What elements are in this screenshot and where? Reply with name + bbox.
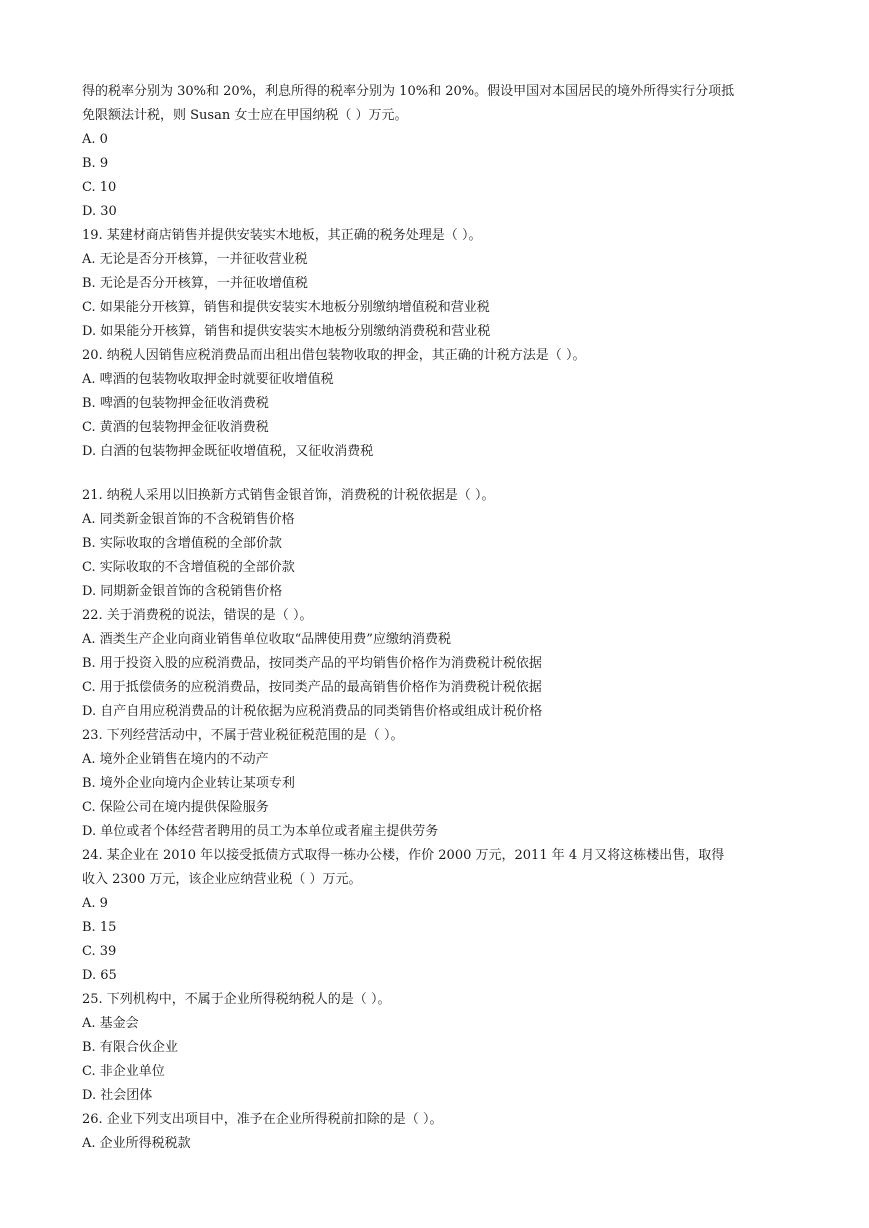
question-24-option-c: C. 39 [82, 944, 117, 959]
question-20-option-d: D. 白酒的包装物押金既征收增值税，又征收消费税 [82, 444, 374, 459]
question-19-option-d: D. 如果能分开核算，销售和提供安装实木地板分别缴纳消费税和营业税 [82, 324, 491, 339]
question-25-stem: 25. 下列机构中，不属于企业所得税纳税人的是（ ）。 [82, 992, 391, 1007]
question-24-stem-line-1: 24. 某企业在 2010 年以接受抵债方式取得一栋办公楼，作价 2000 万元，2011 年 4 月又将这栋楼出售，取得 [82, 848, 725, 863]
question-26-option-a: A. 企业所得税税款 [82, 1136, 191, 1151]
question-19-option-c: C. 如果能分开核算，销售和提供安装实木地板分别缴纳增值税和营业税 [82, 300, 490, 315]
question-20-option-c: C. 黄酒的包装物押金征收消费税 [82, 420, 269, 435]
question-23-option-b: B. 境外企业向境内企业转让某项专利 [82, 776, 295, 791]
question-25-option-a: A. 基金会 [82, 1016, 139, 1031]
question-21-stem: 21. 纳税人采用以旧换新方式销售金银首饰，消费税的计税依据是（ ）。 [82, 488, 495, 503]
question-24-stem-line-2: 收入 2300 万元，该企业应纳营业税（ ）万元。 [82, 872, 362, 887]
question-21-option-b: B. 实际收取的含增值税的全部价款 [82, 536, 282, 551]
question-22-option-c: C. 用于抵偿债务的应税消费品，按同类产品的最高销售价格作为消费税计税依据 [82, 680, 542, 695]
question-22-option-d: D. 自产自用应税消费品的计税依据为应税消费品的同类销售价格或组成计税价格 [82, 704, 543, 719]
question-23-stem: 23. 下列经营活动中，不属于营业税征税范围的是（ ）。 [82, 728, 404, 743]
question-19-option-a: A. 无论是否分开核算，一并征收营业税 [82, 252, 308, 267]
question-21-option-a: A. 同类新金银首饰的不含税销售价格 [82, 512, 295, 527]
question-25-option-b: B. 有限合伙企业 [82, 1040, 178, 1055]
intro-option-d: D. 30 [82, 204, 117, 219]
question-22-option-a: A. 酒类生产企业向商业销售单位收取“品牌使用费”应缴纳消费税 [82, 632, 451, 647]
question-20-stem: 20. 纳税人因销售应税消费品而出租出借包装物收取的押金，其正确的计税方法是（ ）。 [82, 348, 586, 363]
question-22-option-b: B. 用于投资入股的应税消费品，按同类产品的平均销售价格作为消费税计税依据 [82, 656, 542, 671]
question-24-option-a: A. 9 [82, 896, 108, 911]
question-23-option-a: A. 境外企业销售在境内的不动产 [82, 752, 269, 767]
document-page [82, 80, 812, 1156]
question-23-option-d: D. 单位或者个体经营者聘用的员工为本单位或者雇主提供劳务 [82, 824, 439, 839]
intro-line-1: 得的税率分别为 30%和 20%，利息所得的税率分别为 10%和 20%。假设甲国对本国居民的境外所得实行分项抵 [82, 84, 735, 99]
question-25-option-d: D. 社会团体 [82, 1088, 153, 1103]
question-22-stem: 22. 关于消费税的说法，错误的是（ ）。 [82, 608, 313, 623]
paragraph-spacer [82, 464, 812, 484]
question-21-option-d: D. 同期新金银首饰的含税销售价格 [82, 584, 283, 599]
question-25-option-c: C. 非企业单位 [82, 1064, 165, 1079]
intro-option-c: C. 10 [82, 180, 117, 195]
intro-option-b: B. 9 [82, 156, 109, 171]
question-24-option-d: D. 65 [82, 968, 117, 983]
question-21-option-c: C. 实际收取的不含增值税的全部价款 [82, 560, 295, 575]
intro-line-2: 免限额法计税，则 Susan 女士应在甲国纳税（ ）万元。 [82, 108, 408, 123]
question-20-option-a: A. 啤酒的包装物收取押金时就要征收增值税 [82, 372, 334, 387]
question-23-option-c: C. 保险公司在境内提供保险服务 [82, 800, 269, 815]
question-24-option-b: B. 15 [82, 920, 117, 935]
question-19-option-b: B. 无论是否分开核算，一并征收增值税 [82, 276, 308, 291]
intro-option-a: A. 0 [82, 132, 108, 147]
question-19-stem: 19. 某建材商店销售并提供安装实木地板，其正确的税务处理是（ ）。 [82, 228, 482, 243]
question-20-option-b: B. 啤酒的包装物押金征收消费税 [82, 396, 269, 411]
question-26-stem: 26. 企业下列支出项目中，准予在企业所得税前扣除的是（ ）。 [82, 1112, 443, 1127]
